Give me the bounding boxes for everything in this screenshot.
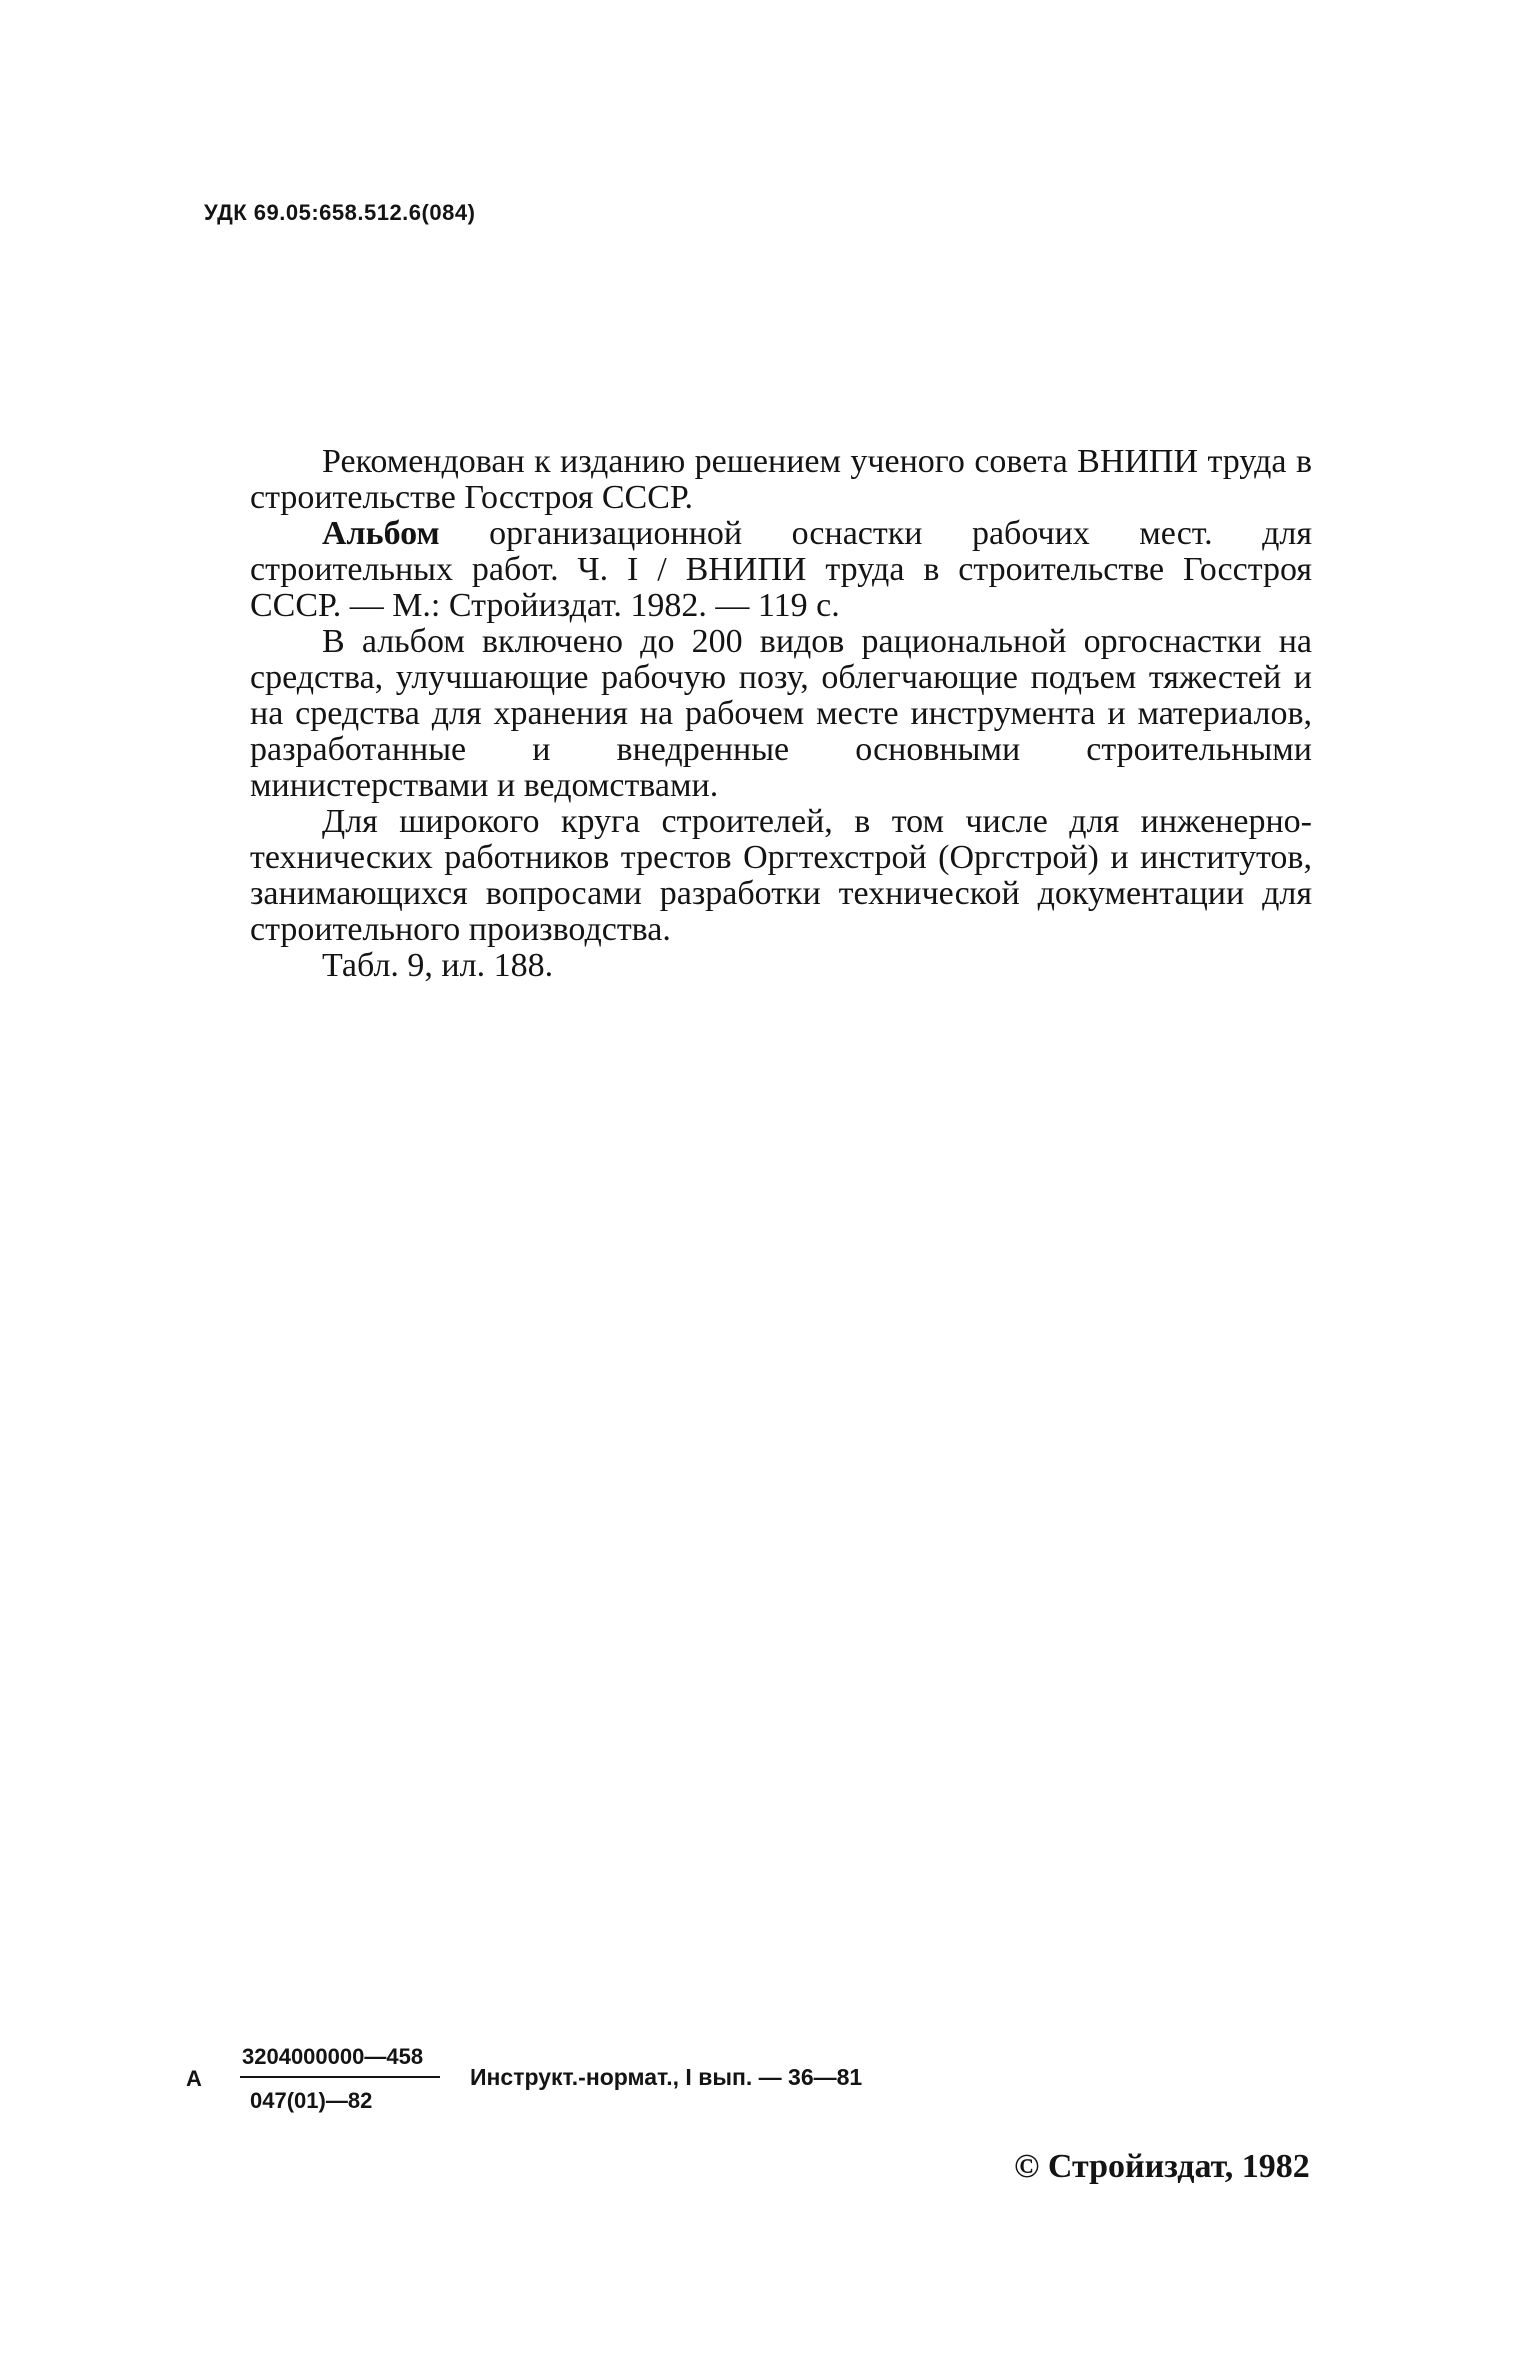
catalog-numerator: 3204000000—458 bbox=[242, 2044, 424, 2069]
udk-code: УДК 69.05:658.512.6(084) bbox=[204, 200, 476, 225]
annotation-block bbox=[250, 444, 1312, 984]
copyright-icon: © bbox=[1014, 2148, 1040, 2185]
catalog-letter: А bbox=[186, 2066, 202, 2091]
copyright-text: Стройиздат, 1982 bbox=[1047, 2148, 1310, 2185]
audience-paragraph: Для широкого круга строителей, в том числе для инженерно-технических работников трестов Оргтехстрой (Оргстрой) и институтов, занимающихся вопросами разработки технической документации для строительного производства. bbox=[250, 803, 1312, 948]
abstract-paragraph: В альбом включено до 200 видов рациональной оргоснастки на средства, улучшающие рабочую позу, облегчающие подъем тяжестей и на средства для хранения на рабочем месте инструмента и материалов, разработанные и внедренные основными строительными министерствами и ведомствами. bbox=[250, 623, 1312, 804]
tables-illustrations-count: Табл. 9, ил. 188. bbox=[322, 947, 554, 984]
copyright-line bbox=[1014, 2148, 1310, 2186]
catalog-info: Инструкт.-нормат., I вып. — 36—81 bbox=[470, 2064, 863, 2090]
book-title-bold: Альбом bbox=[322, 515, 440, 552]
catalog-fraction bbox=[240, 2044, 440, 2114]
catalog-denominator: 047(01)—82 bbox=[250, 2088, 373, 2113]
bibliographic-paragraph bbox=[250, 516, 1312, 624]
bibliographic-text: организационной оснастки рабочих мест. для строительных работ. Ч. I / ВНИПИ труда в строительстве Госстроя СССР. — М.: Стройиздат. 1982. — 119 с. bbox=[250, 515, 1312, 624]
recommendation-paragraph: Рекомендован к изданию решением ученого совета ВНИПИ труда в строительстве Госстроя СССР. bbox=[250, 443, 1312, 516]
fraction-rule bbox=[240, 2076, 440, 2078]
